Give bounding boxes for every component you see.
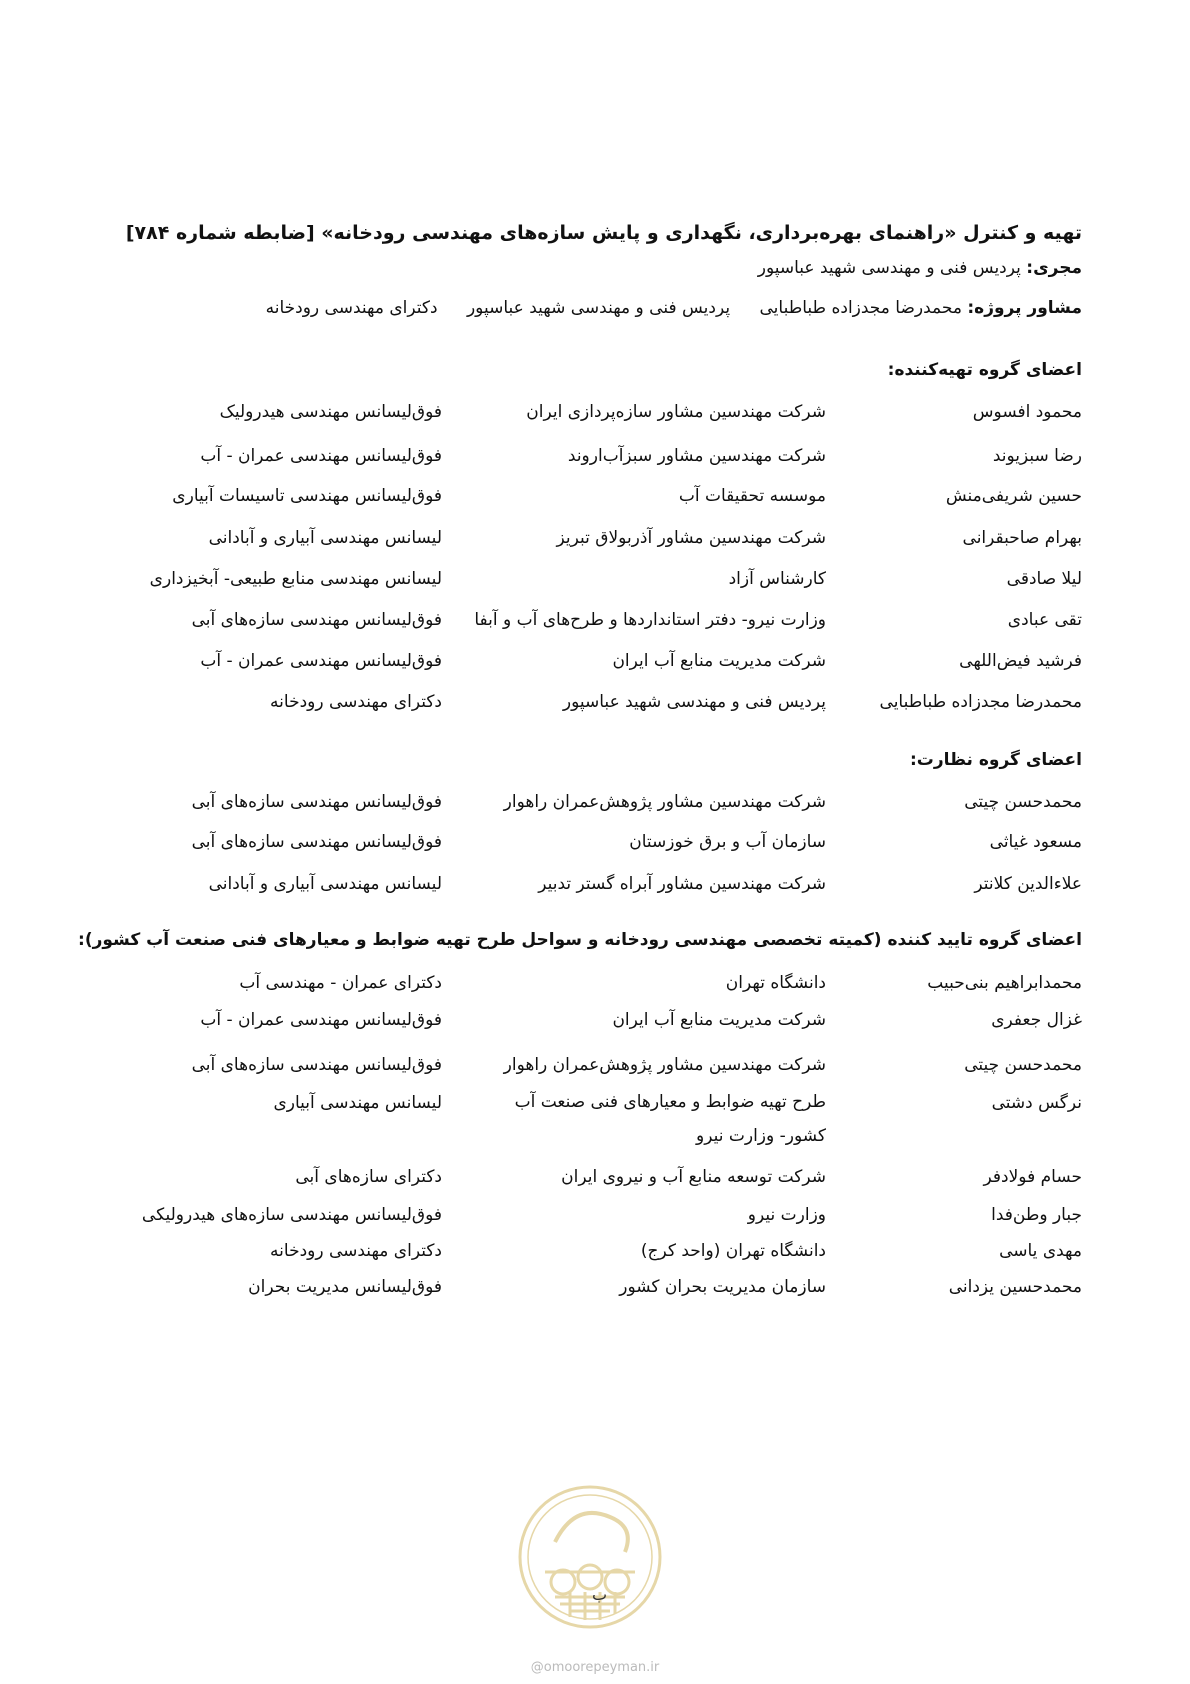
executor-value: پردیس فنی و مهندسی شهید عباسپور — [757, 258, 1021, 278]
list-item — [92, 973, 1082, 1010]
member-org: سازمان مدیریت بحران کشور — [619, 1277, 826, 1297]
supervisors-heading: اعضای گروه نظارت: — [909, 750, 1082, 770]
list-item — [92, 1205, 1082, 1241]
member-degree: فوق‌لیسانس مهندسی سازه‌های آبی — [191, 832, 442, 852]
member-org: شرکت مدیریت منابع آب ایران — [612, 1010, 826, 1030]
list-item — [92, 446, 1082, 486]
member-name: تقی عبادی — [1007, 610, 1082, 630]
member-name: محمود افسوس — [972, 402, 1082, 422]
member-org: شرکت توسعه منابع آب و نیروی ایران — [561, 1167, 826, 1187]
list-item — [92, 874, 1082, 918]
member-degree: فوق‌لیسانس مهندسی عمران - آب — [200, 1010, 442, 1030]
page-title: تهیه و کنترل «راهنمای بهره‌برداری، نگهداری و پایش سازه‌های مهندسی رودخانه» [ضابطه شماره ۷۸۴] — [125, 222, 1082, 244]
member-name: محمدحسن چیتی — [964, 1055, 1082, 1075]
member-org: شرکت مدیریت منابع آب ایران — [612, 651, 826, 671]
footer-watermark-text: @omoorepeyman.ir — [530, 1660, 660, 1675]
member-org: پردیس فنی و مهندسی شهید عباسپور — [562, 692, 826, 712]
member-name: بهرام صاحبقرانی — [962, 528, 1082, 548]
member-org: وزارت نیرو — [747, 1205, 826, 1225]
member-degree: فوق‌لیسانس مهندسی سازه‌های آبی — [191, 792, 442, 812]
consultant-degree: دکترای مهندسی رودخانه — [265, 298, 438, 318]
member-degree: فوق‌لیسانس مدیریت بحران — [248, 1277, 442, 1297]
list-item — [92, 1241, 1082, 1277]
member-degree: فوق‌لیسانس مهندسی عمران - آب — [200, 446, 442, 466]
supervisors-list — [92, 792, 1082, 918]
list-item — [92, 1277, 1082, 1321]
approvers-list — [92, 973, 1082, 1321]
list-item — [92, 528, 1082, 569]
member-org: وزارت نیرو- دفتر استانداردها و طرح‌های آب و آبفا — [474, 610, 826, 630]
executor-line — [758, 258, 1082, 278]
member-degree: فوق‌لیسانس مهندسی عمران - آب — [200, 651, 442, 671]
member-org: شرکت مهندسین مشاور سازه‌پردازی ایران — [526, 402, 826, 422]
member-name: محمدابراهیم بنی‌حبیب — [927, 973, 1082, 993]
member-degree: لیسانس مهندسی آبیاری — [273, 1093, 442, 1113]
member-name: مسعود غیاثی — [989, 832, 1082, 852]
member-degree: لیسانس مهندسی منابع طبیعی- آبخیزداری — [149, 569, 442, 589]
consultant-org: پردیس فنی و مهندسی شهید عباسپور — [466, 298, 731, 318]
list-item — [92, 1093, 1082, 1167]
consultant-name: محمدرضا مجدزاده طباطبایی — [759, 298, 962, 318]
member-name: نرگس دشتی — [991, 1093, 1082, 1113]
preparers-heading: اعضای گروه تهیه‌کننده: — [887, 360, 1082, 380]
list-item — [92, 1167, 1082, 1205]
page-number: ب — [592, 1585, 608, 1604]
member-name: رضا سبزیوند — [992, 446, 1082, 466]
member-name: لیلا صادقی — [1006, 569, 1082, 589]
member-degree: فوق‌لیسانس مهندسی هیدرولیک — [219, 402, 442, 422]
list-item — [92, 402, 1082, 446]
member-name: حسام فولادفر — [983, 1167, 1082, 1187]
consultant-line — [266, 298, 1082, 318]
member-name: محمدرضا مجدزاده طباطبایی — [879, 692, 1082, 712]
member-degree: دکترای مهندسی رودخانه — [270, 692, 442, 712]
list-item — [92, 792, 1082, 832]
member-degree: دکترای عمران - مهندسی آب — [239, 973, 442, 993]
watermark-seal-icon — [515, 1482, 665, 1632]
member-org: دانشگاه تهران (واحد کرج) — [640, 1241, 826, 1261]
list-item — [92, 1010, 1082, 1055]
member-degree: لیسانس مهندسی آبیاری و آبادانی — [208, 874, 442, 894]
list-item — [92, 486, 1082, 528]
member-name: محمدحسین یزدانی — [948, 1277, 1082, 1297]
list-item — [92, 610, 1082, 651]
list-item — [92, 651, 1082, 692]
member-degree: لیسانس مهندسی آبیاری و آبادانی — [208, 528, 442, 548]
member-degree: فوق‌لیسانس مهندسی تاسیسات آبیاری — [172, 486, 442, 506]
member-degree: دکترای مهندسی رودخانه — [270, 1241, 442, 1261]
member-name: جبار وطن‌فدا — [991, 1205, 1082, 1225]
member-name: حسین شریفی‌منش — [945, 486, 1082, 506]
member-degree: فوق‌لیسانس مهندسی سازه‌های آبی — [191, 1055, 442, 1075]
list-item — [92, 832, 1082, 874]
preparers-list — [92, 402, 1082, 736]
member-name: غزال جعفری — [991, 1010, 1082, 1030]
member-org: موسسه تحقیقات آب — [678, 486, 826, 506]
member-name: فرشید فیض‌اللهی — [959, 651, 1082, 671]
approvers-heading: اعضای گروه تایید کننده (کمیته تخصصی مهندسی رودخانه و سواحل طرح تهیه ضوابط و معیارهای فنی صنعت آب کشور): — [78, 930, 1082, 950]
list-item — [92, 569, 1082, 610]
member-org: شرکت مهندسین مشاور آذربولاق تبریز — [556, 528, 826, 548]
member-name: محمدحسن چیتی — [964, 792, 1082, 812]
consultant-label: مشاور پروژه: — [967, 298, 1082, 318]
member-degree: فوق‌لیسانس مهندسی سازه‌های هیدرولیکی — [141, 1205, 442, 1225]
member-org: شرکت مهندسین مشاور آبراه گستر تدبیر — [538, 874, 826, 894]
member-name: علاءالدین کلانتر — [974, 874, 1082, 894]
executor-label: مجری: — [1026, 258, 1082, 278]
member-org: طرح تهیه ضوابط و معیارهای فنی صنعت آب کشور- وزارت نیرو — [514, 1092, 826, 1146]
member-org: کارشناس آزاد — [728, 569, 826, 589]
member-name: مهدی یاسی — [999, 1241, 1082, 1261]
member-org: شرکت مهندسین مشاور پژوهش‌عمران راهوار — [503, 1055, 826, 1075]
member-org: سازمان آب و برق خوزستان — [629, 832, 826, 852]
member-degree: فوق‌لیسانس مهندسی سازه‌های آبی — [191, 610, 442, 630]
list-item — [92, 692, 1082, 736]
member-org: شرکت مهندسین مشاور سبزآب‌اروند — [567, 446, 826, 466]
member-org: شرکت مهندسین مشاور پژوهش‌عمران راهوار — [503, 792, 826, 812]
member-org: دانشگاه تهران — [725, 973, 826, 993]
member-degree: دکترای سازه‌های آبی — [295, 1167, 442, 1187]
